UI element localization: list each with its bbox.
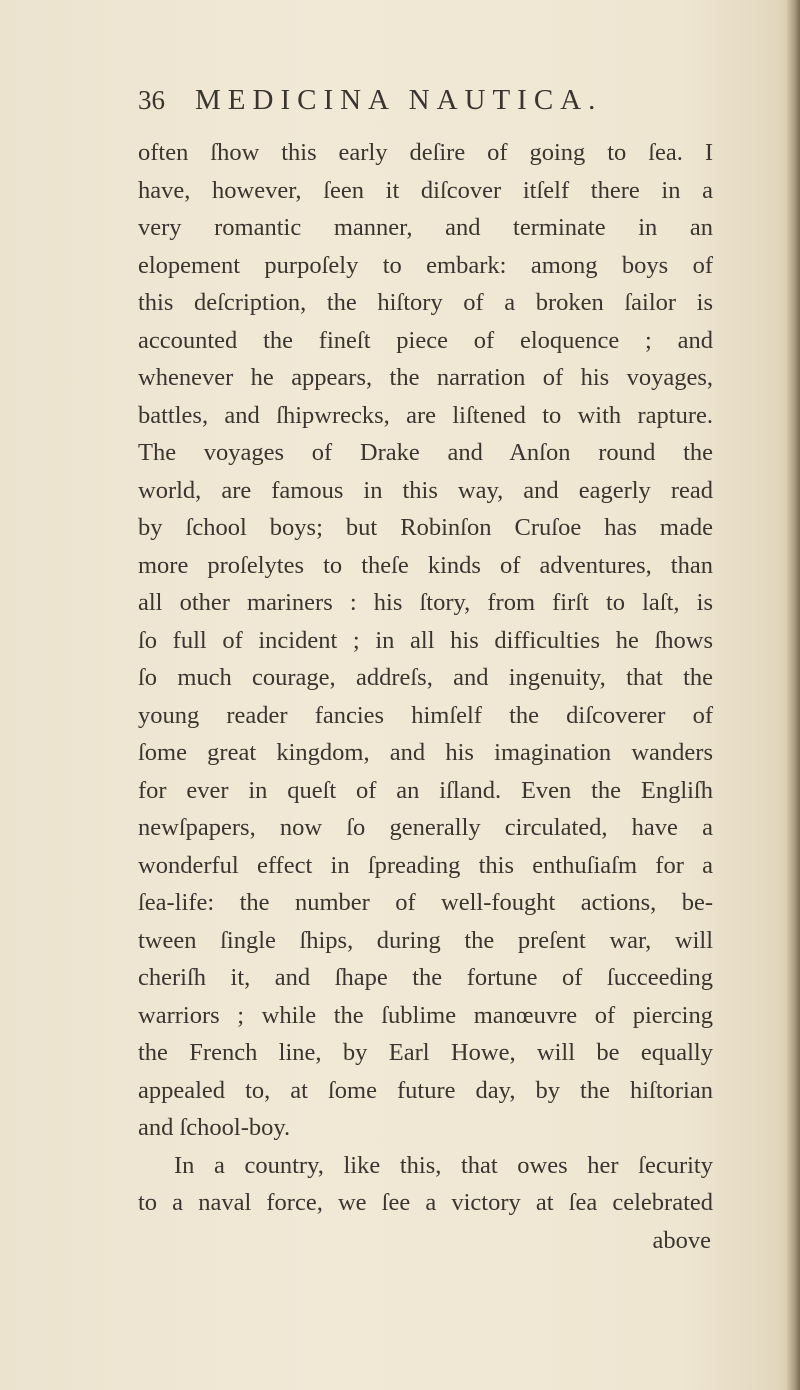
text-line: to a naval force, we ſee a victory at ſea celebrated (138, 1189, 713, 1216)
running-header (138, 84, 698, 120)
text-line: warriors ; while the ſublime manœuvre of piercing (138, 1001, 713, 1029)
text-line: newſpapers, now ſo generally circulated, have a (138, 814, 713, 841)
text-line: young reader fancies himſelf the diſcoverer of (138, 701, 713, 729)
text-line: all other mariners : his ſtory, from firſt to laſt, is (138, 589, 713, 616)
text-line: ſo much courage, addreſs, and ingenuity, that the (138, 664, 713, 691)
text-line: by ſchool boys; but Robinſon Cruſoe has made (138, 514, 713, 541)
catchword: above (652, 1226, 711, 1254)
body-text (138, 134, 713, 1259)
text-line: ſo full of incident ; in all his difficulties he ſhows (138, 626, 713, 654)
text-line: and ſchool-boy. (138, 1114, 291, 1141)
text-line: The voyages of Drake and Anſon round the (138, 439, 713, 466)
running-title: MEDICINA NAUTICA. (195, 84, 603, 116)
text-line: wonderful effect in ſpreading this enthuſiaſm for a (138, 851, 713, 879)
text-line: for ever in queſt of an iſland. Even the Engliſh (138, 776, 713, 804)
text-line: very romantic manner, and terminate in an (138, 214, 713, 241)
text-line: ſome great kingdom, and his imagination wanders (138, 739, 713, 766)
text-line: ſea-life: the number of well-fought actions, be- (138, 889, 713, 916)
text-line: this deſcription, the hiſtory of a broken ſailor is (138, 289, 713, 316)
text-line: battles, and ſhipwrecks, are liſtened to with rapture. (138, 401, 713, 429)
text-line: appealed to, at ſome future day, by the hiſtorian (138, 1076, 713, 1104)
text-line: more proſelytes to theſe kinds of adventures, than (138, 551, 713, 579)
text-line: accounted the fineſt piece of eloquence ; and (138, 326, 713, 354)
text-line: the French line, by Earl Howe, will be equally (138, 1039, 713, 1066)
text-line: often ſhow this early deſire of going to ſea. I (138, 139, 713, 166)
page-edge-shadow (786, 0, 800, 1390)
paragraph-start-line: In a country, like this, that owes her ſecurity (174, 1151, 713, 1179)
text-line: cheriſh it, and ſhape the fortune of ſucceeding (138, 964, 713, 991)
text-line: elopement purpoſely to embark: among boys of (138, 251, 713, 279)
text-line: world, are famous in this way, and eagerly read (138, 476, 713, 504)
page-number: 36 (138, 85, 165, 115)
text-line: whenever he appears, the narration of his voyages, (138, 364, 713, 391)
text-line: have, however, ſeen it diſcover itſelf there in a (138, 176, 713, 204)
text-line: tween ſingle ſhips, during the preſent war, will (138, 926, 713, 954)
